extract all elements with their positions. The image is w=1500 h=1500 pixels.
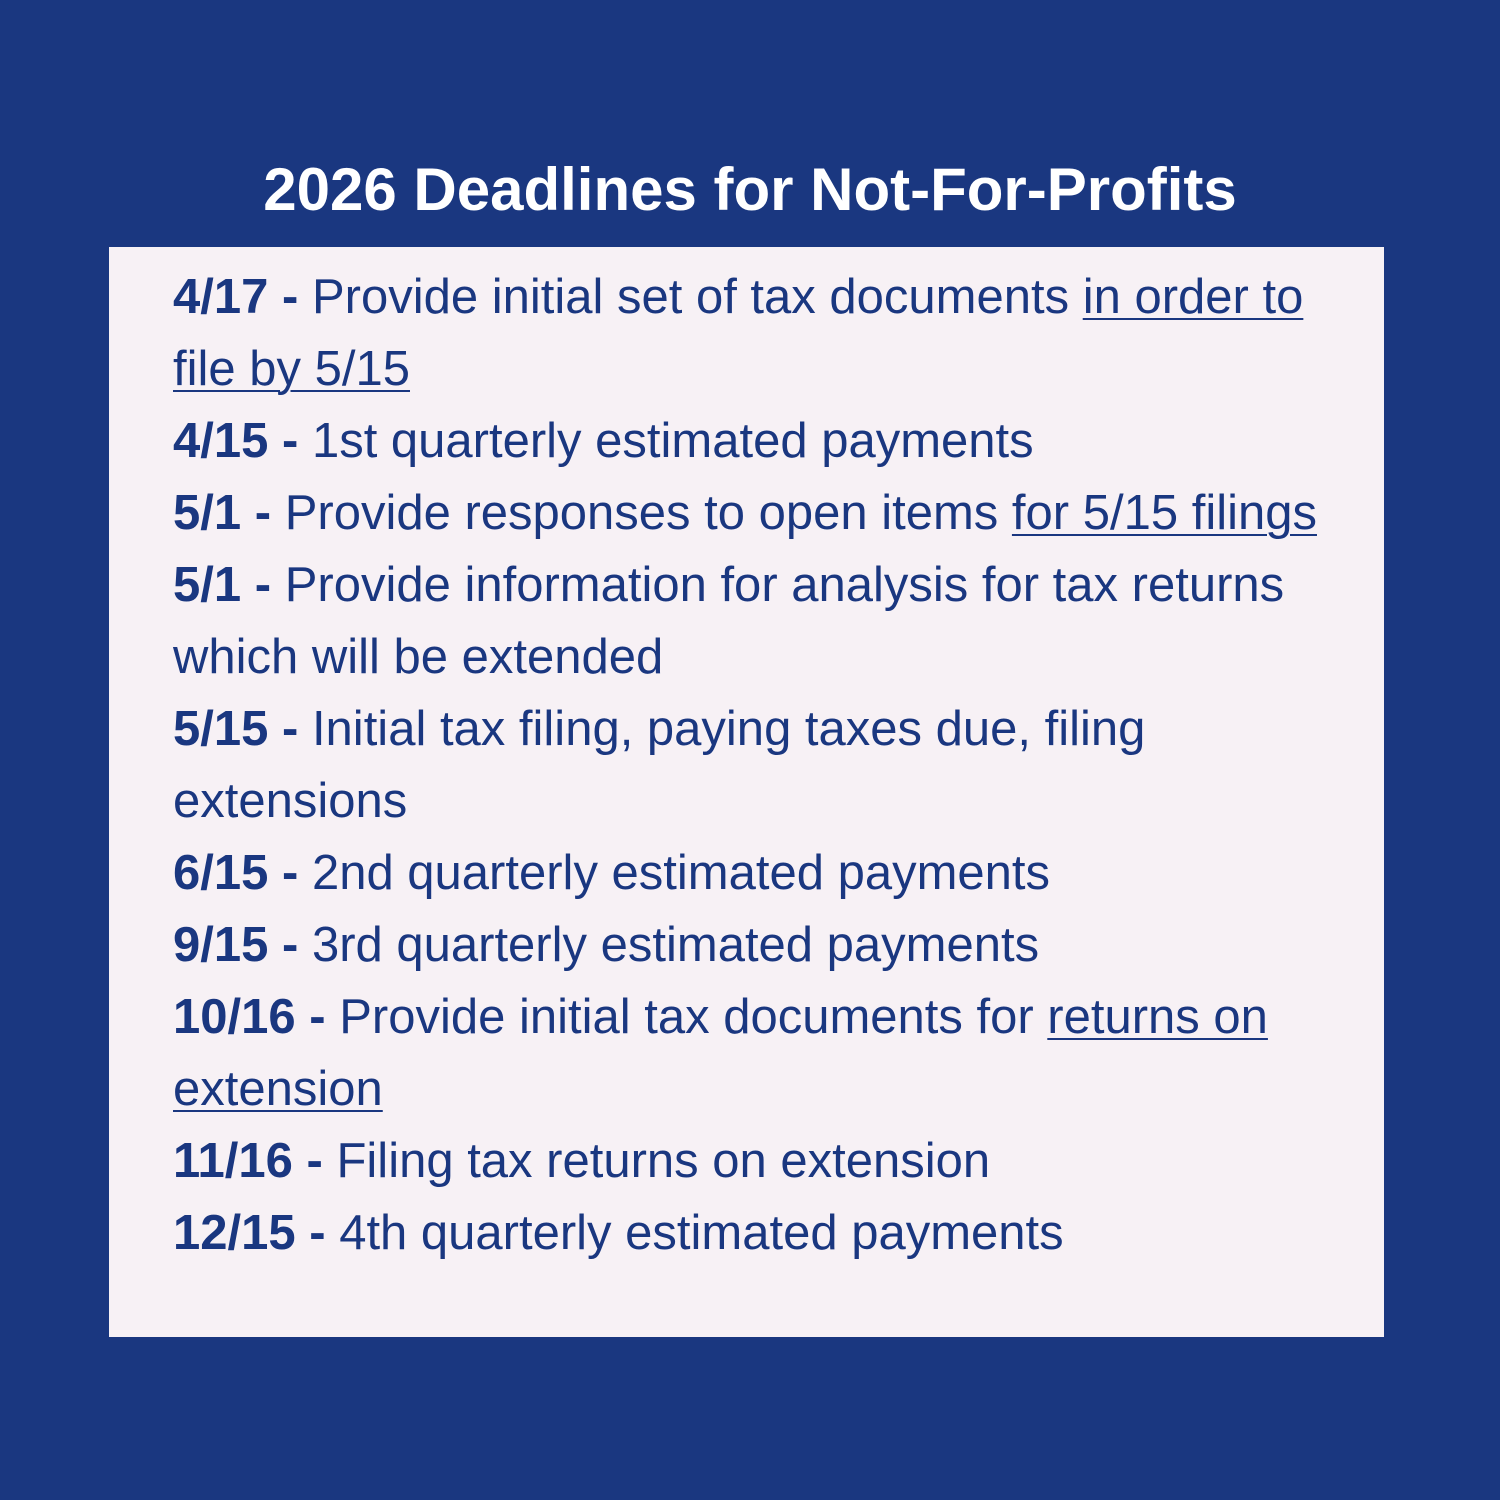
deadlines-card	[109, 247, 1384, 1337]
deadline-date: 5/1 -	[173, 486, 272, 540]
deadline-text: Provide initial tax documents for	[339, 990, 1048, 1044]
deadline-item	[173, 261, 1354, 405]
deadline-text: Provide initial set of tax documents	[311, 270, 1083, 324]
deadline-link[interactable]: returns on extension	[173, 990, 1268, 1116]
deadline-date: 12/15 -	[173, 1206, 326, 1260]
deadline-text: Initial tax filing, paying taxes due, filing extensions	[173, 702, 1146, 828]
page-title: 2026 Deadlines for Not-For-Profits	[263, 156, 1237, 223]
deadline-item	[173, 981, 1354, 1125]
deadline-item	[173, 1125, 1354, 1197]
deadline-link[interactable]: for 5/15 filings	[1011, 486, 1317, 540]
deadline-date: 6/15 -	[173, 846, 299, 900]
deadline-item	[173, 693, 1354, 837]
deadline-item	[173, 837, 1354, 909]
deadline-text: 3rd quarterly estimated payments	[311, 918, 1040, 972]
deadline-date: 4/17 -	[173, 270, 299, 324]
deadline-date: 11/16 -	[173, 1134, 323, 1188]
deadline-date: 10/16 -	[173, 990, 326, 1044]
deadline-date: 5/1 -	[173, 558, 272, 612]
deadline-item	[173, 405, 1354, 477]
deadline-text: 1st quarterly estimated payments	[311, 414, 1034, 468]
deadline-text: 2nd quarterly estimated payments	[311, 846, 1051, 900]
deadline-item	[173, 1197, 1354, 1269]
deadline-text: Provide information for analysis for tax returns which will be extended	[173, 558, 1285, 684]
deadline-date: 4/15 -	[173, 414, 299, 468]
deadline-date: 5/15 -	[173, 702, 299, 756]
deadline-item	[173, 909, 1354, 981]
deadline-text: Provide responses to open items	[284, 486, 1012, 540]
deadline-item	[173, 549, 1354, 693]
deadline-text: 4th quarterly estimated payments	[339, 1206, 1064, 1260]
deadline-item	[173, 477, 1354, 549]
deadline-date: 9/15 -	[173, 918, 299, 972]
deadline-text: Filing tax returns on extension	[336, 1134, 991, 1188]
deadline-link[interactable]: in order to file by 5/15	[173, 270, 1304, 396]
